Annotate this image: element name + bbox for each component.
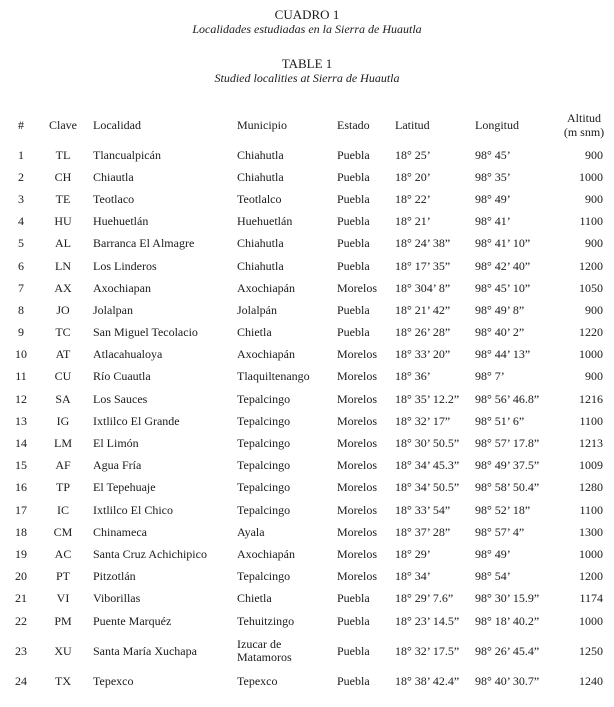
cell-estado: Puebla (337, 613, 370, 628)
cell-latitud: 18° 22’ (395, 191, 431, 206)
cell-estado: Morelos (337, 524, 377, 539)
cell-num: 22 (15, 613, 27, 628)
cell-clave: TP (55, 480, 70, 495)
cell-latitud: 18° 17’ 35” (395, 258, 451, 273)
table-row (7, 388, 607, 410)
cell-altitud: 1300 (579, 524, 603, 539)
cell-latitud: 18° 20’ (395, 169, 431, 184)
cell-localidad: Barranca El Almagre (93, 236, 195, 251)
cell-altitud: 900 (585, 236, 603, 251)
cell-num: 10 (15, 347, 27, 362)
cell-altitud: 900 (585, 369, 603, 384)
cell-municipio: Chiahutla (237, 236, 284, 251)
cell-num: 21 (15, 591, 27, 606)
cell-longitud: 98° 41’ 10” (475, 236, 531, 251)
table-row (7, 543, 607, 565)
cell-estado: Puebla (337, 673, 370, 688)
cell-longitud: 98° 41’ (475, 214, 511, 229)
cell-longitud: 98° 49’ (475, 191, 511, 206)
cell-estado: Morelos (337, 480, 377, 495)
cell-clave: PT (55, 569, 70, 584)
cell-altitud: 1000 (579, 546, 603, 561)
cell-clave: AF (55, 458, 71, 473)
cell-latitud: 18° 35’ 12.2” (395, 391, 460, 406)
header-altitud-label: Altitud (566, 111, 601, 125)
cell-localidad: Santa María Xuchapa (93, 643, 197, 658)
cell-num: 11 (15, 369, 27, 384)
cell-clave: TC (55, 325, 71, 340)
cell-latitud: 18° 26’ 28” (395, 325, 451, 340)
cell-clave: VI (56, 591, 70, 606)
cell-localidad: Huehuetlán (93, 214, 149, 229)
cell-num: 9 (18, 325, 24, 340)
cell-num: 2 (18, 169, 24, 184)
cell-num: 13 (15, 413, 27, 428)
cell-clave: AL (55, 236, 71, 251)
cell-num: 15 (15, 458, 27, 473)
cell-localidad: Agua Fría (93, 458, 142, 473)
header-longitud: Longitud (475, 117, 519, 132)
cell-localidad: Pitzotlán (93, 569, 136, 584)
cell-estado: Puebla (337, 258, 370, 273)
cell-estado: Puebla (337, 147, 370, 162)
cell-estado: Puebla (337, 643, 370, 658)
cell-municipio: Axochiapán (237, 280, 295, 295)
cell-localidad: Puente Marquéz (93, 613, 172, 628)
cell-longitud: 98° 44’ 13” (475, 347, 531, 362)
cell-municipio: Tepalcingo (237, 436, 291, 451)
cell-localidad: Viborillas (93, 591, 141, 606)
cell-clave: LM (54, 436, 72, 451)
cell-clave: SA (55, 391, 71, 406)
caption-es-subtitle: Localidades estudiadas en la Sierra de Huautla (192, 22, 422, 36)
table-row (7, 632, 607, 670)
cell-longitud: 98° 7’ (475, 369, 505, 384)
cell-clave: XU (54, 643, 72, 658)
cell-localidad: El Tepehuaje (93, 480, 156, 495)
cell-estado: Puebla (337, 302, 370, 317)
cell-localidad: Jolalpan (93, 302, 133, 317)
cell-num: 8 (18, 302, 24, 317)
cell-longitud: 98° 49’ 8” (475, 302, 525, 317)
cell-longitud: 98° 58’ 50.4” (475, 480, 540, 495)
cell-altitud: 1280 (579, 480, 603, 495)
cell-longitud: 98° 30’ 15.9” (475, 591, 540, 606)
table-row (7, 255, 607, 277)
cell-num: 20 (15, 569, 27, 584)
cell-altitud: 1200 (579, 569, 603, 584)
cell-num: 3 (18, 191, 24, 206)
header-latitud: Latitud (395, 117, 430, 132)
cell-estado: Puebla (337, 325, 370, 340)
cell-clave: JO (56, 302, 70, 317)
table-row (7, 344, 607, 366)
header-num: # (18, 117, 24, 132)
cell-municipio: Jolalpán (237, 302, 277, 317)
cell-longitud: 98° 40’ 2” (475, 325, 525, 340)
cell-localidad: Atlacahualoya (93, 347, 163, 362)
cell-municipio: Tepalcingo (237, 480, 291, 495)
cell-num: 6 (18, 258, 24, 273)
cell-longitud: 98° 51’ 6” (475, 413, 525, 428)
cell-localidad: Ixtlilco El Grande (93, 413, 180, 428)
table-row (7, 299, 607, 321)
cell-municipio: Axochiapán (237, 546, 295, 561)
cell-clave: CU (54, 369, 72, 384)
cell-longitud: 98° 45’ 10” (475, 280, 531, 295)
cell-latitud: 18° 34’ (395, 569, 431, 584)
cell-estado: Puebla (337, 214, 370, 229)
cell-altitud: 1240 (579, 673, 603, 688)
cell-localidad: Teotlaco (93, 191, 135, 206)
cell-longitud: 98° 57’ 17.8” (475, 436, 540, 451)
cell-longitud: 98° 54’ (475, 569, 511, 584)
cell-municipio: Chiahutla (237, 147, 284, 162)
cell-localidad: Tlancualpicán (93, 147, 161, 162)
cell-num: 12 (15, 391, 27, 406)
caption-en-subtitle: Studied localities at Sierra de Huautla (214, 71, 400, 85)
caption-spanish (0, 7, 614, 37)
cell-clave: AC (54, 546, 72, 561)
cell-clave: AT (55, 347, 71, 362)
table-row (7, 432, 607, 454)
cell-clave: AX (54, 280, 72, 295)
cell-localidad: Ixtlilco El Chico (93, 502, 173, 517)
cell-num: 14 (15, 436, 27, 451)
table-row (7, 477, 607, 499)
cell-latitud: 18° 33’ 20” (395, 347, 451, 362)
cell-municipio: Tlaquiltenango (237, 369, 310, 384)
cell-latitud: 18° 32’ 17” (395, 413, 451, 428)
cell-estado: Puebla (337, 236, 370, 251)
cell-localidad: Chiautla (93, 169, 134, 184)
cell-longitud: 98° 49’ 37.5” (475, 458, 540, 473)
cell-altitud: 900 (585, 302, 603, 317)
cell-localidad: Chinameca (93, 524, 147, 539)
cell-municipio: Chietla (237, 591, 272, 606)
cell-localidad: San Miguel Tecolacio (93, 325, 198, 340)
cell-latitud: 18° 38’ 42.4” (395, 673, 460, 688)
table-row (7, 588, 607, 610)
cell-clave: IC (57, 502, 69, 517)
cell-clave: HU (54, 214, 72, 229)
cell-longitud: 98° 35’ (475, 169, 511, 184)
cell-latitud: 18° 33’ 54” (395, 502, 451, 517)
cell-estado: Morelos (337, 436, 377, 451)
cell-altitud: 1050 (579, 280, 603, 295)
cell-num: 1 (18, 147, 24, 162)
cell-longitud: 98° 40’ 30.7” (475, 673, 540, 688)
header-clave: Clave (49, 117, 77, 132)
cell-clave: PM (54, 613, 72, 628)
cell-latitud: 18° 29’ (395, 546, 431, 561)
cell-estado: Puebla (337, 191, 370, 206)
cell-latitud: 18° 30’ 50.5” (395, 436, 460, 451)
cell-localidad: Tepexco (93, 673, 134, 688)
cell-altitud: 1009 (579, 458, 603, 473)
cell-altitud: 1100 (579, 502, 603, 517)
header-municipio: Municipio (237, 117, 287, 132)
cell-municipio: Tepexco (237, 673, 278, 688)
table-row (7, 188, 607, 210)
header-estado: Estado (337, 117, 370, 132)
table-row (7, 455, 607, 477)
cell-municipio: Chietla (237, 325, 272, 340)
table-header-row (7, 106, 607, 144)
cell-altitud: 1000 (579, 347, 603, 362)
table-row (7, 521, 607, 543)
caption-en-title: TABLE 1 (281, 56, 333, 71)
cell-estado: Morelos (337, 413, 377, 428)
table-row (7, 499, 607, 521)
cell-estado: Morelos (337, 458, 377, 473)
cell-estado: Puebla (337, 169, 370, 184)
cell-longitud: 98° 26’ 45.4” (475, 643, 540, 658)
table-row (7, 144, 607, 166)
cell-latitud: 18° 304’ 8” (395, 280, 451, 295)
cell-altitud: 1216 (579, 391, 603, 406)
cell-altitud: 900 (585, 191, 603, 206)
cell-latitud: 18° 37’ 28” (395, 524, 451, 539)
cell-num: 4 (18, 214, 24, 229)
cell-num: 5 (18, 236, 24, 251)
cell-clave: CM (53, 524, 73, 539)
cell-altitud: 1213 (579, 436, 603, 451)
cell-estado: Morelos (337, 347, 377, 362)
cell-municipio: Tepalcingo (237, 413, 291, 428)
cell-municipio: Huehuetlán (237, 214, 293, 229)
table-row (7, 566, 607, 588)
table-row (7, 410, 607, 432)
cell-altitud: 1100 (579, 214, 603, 229)
cell-altitud: 1000 (579, 613, 603, 628)
cell-latitud: 18° 24’ 38” (395, 236, 451, 251)
cell-longitud: 98° 57’ 4” (475, 524, 525, 539)
cell-latitud: 18° 21’ (395, 214, 431, 229)
cell-estado: Morelos (337, 502, 377, 517)
cell-latitud: 18° 34’ 50.5” (395, 480, 460, 495)
header-altitud (561, 106, 607, 144)
cell-altitud: 1100 (579, 413, 603, 428)
table-row (7, 233, 607, 255)
cell-localidad: Los Sauces (93, 391, 148, 406)
cell-altitud: 1200 (579, 258, 603, 273)
cell-num: 17 (15, 502, 27, 517)
cell-localidad: Los Linderos (93, 258, 157, 273)
cell-municipio: Tehuitzingo (237, 613, 295, 628)
table-row (7, 670, 607, 692)
cell-num: 16 (15, 480, 27, 495)
cell-estado: Puebla (337, 591, 370, 606)
cell-longitud: 98° 52’ 18” (475, 502, 531, 517)
cell-latitud: 18° 34’ 45.3” (395, 458, 460, 473)
cell-estado: Morelos (337, 369, 377, 384)
cell-num: 24 (15, 673, 27, 688)
cell-municipio: Axochiapán (237, 347, 295, 362)
cell-localidad: El Limón (93, 436, 139, 451)
cell-clave: TX (55, 673, 71, 688)
table-row (7, 366, 607, 388)
cell-municipio: Chiahutla (237, 258, 284, 273)
cell-clave: TL (55, 147, 71, 162)
cell-municipio: Tepalcingo (237, 391, 291, 406)
caption-es-title: CUADRO 1 (274, 7, 340, 22)
cell-latitud: 18° 36’ (395, 369, 431, 384)
cell-altitud: 1174 (579, 591, 603, 606)
cell-municipio: Tepalcingo (237, 458, 291, 473)
cell-num: 18 (15, 524, 27, 539)
cell-municipio: Tepalcingo (237, 569, 291, 584)
cell-longitud: 98° 18’ 40.2” (475, 613, 540, 628)
cell-num: 23 (15, 643, 27, 658)
header-altitud-unit: (m snm) (563, 125, 605, 139)
table-row (7, 277, 607, 299)
cell-clave: IG (56, 413, 70, 428)
table-row (7, 322, 607, 344)
cell-localidad: Río Cuautla (93, 369, 151, 384)
table-body (7, 144, 607, 692)
cell-municipio: Izucar de Matamoros (237, 637, 292, 665)
cell-longitud: 98° 45’ (475, 147, 511, 162)
cell-localidad: Axochiapan (93, 280, 151, 295)
cell-estado: Morelos (337, 546, 377, 561)
cell-altitud: 1220 (579, 325, 603, 340)
cell-clave: CH (54, 169, 72, 184)
cell-clave: TE (55, 191, 71, 206)
cell-num: 7 (18, 280, 24, 295)
caption-english (0, 56, 614, 86)
cell-estado: Morelos (337, 391, 377, 406)
cell-altitud: 1250 (579, 643, 603, 658)
cell-municipio: Chiahutla (237, 169, 284, 184)
table-row (7, 211, 607, 233)
cell-num: 19 (15, 546, 27, 561)
cell-estado: Morelos (337, 569, 377, 584)
cell-municipio: Tepalcingo (237, 502, 291, 517)
table-row (7, 610, 607, 632)
cell-latitud: 18° 25’ (395, 147, 431, 162)
cell-altitud: 900 (585, 147, 603, 162)
header-localidad: Localidad (93, 117, 141, 132)
cell-municipio: Ayala (237, 524, 265, 539)
table-row (7, 166, 607, 188)
cell-clave: LN (55, 258, 71, 273)
localities-table (7, 106, 607, 692)
cell-latitud: 18° 23’ 14.5” (395, 613, 460, 628)
cell-latitud: 18° 29’ 7.6” (395, 591, 454, 606)
cell-municipio: Teotlalco (237, 191, 282, 206)
cell-estado: Morelos (337, 280, 377, 295)
cell-altitud: 1000 (579, 169, 603, 184)
cell-longitud: 98° 49’ (475, 546, 511, 561)
cell-longitud: 98° 42’ 40” (475, 258, 531, 273)
cell-localidad: Santa Cruz Achichipico (93, 546, 207, 561)
cell-latitud: 18° 21’ 42” (395, 302, 451, 317)
cell-latitud: 18° 32’ 17.5” (395, 643, 460, 658)
cell-longitud: 98° 56’ 46.8” (475, 391, 540, 406)
